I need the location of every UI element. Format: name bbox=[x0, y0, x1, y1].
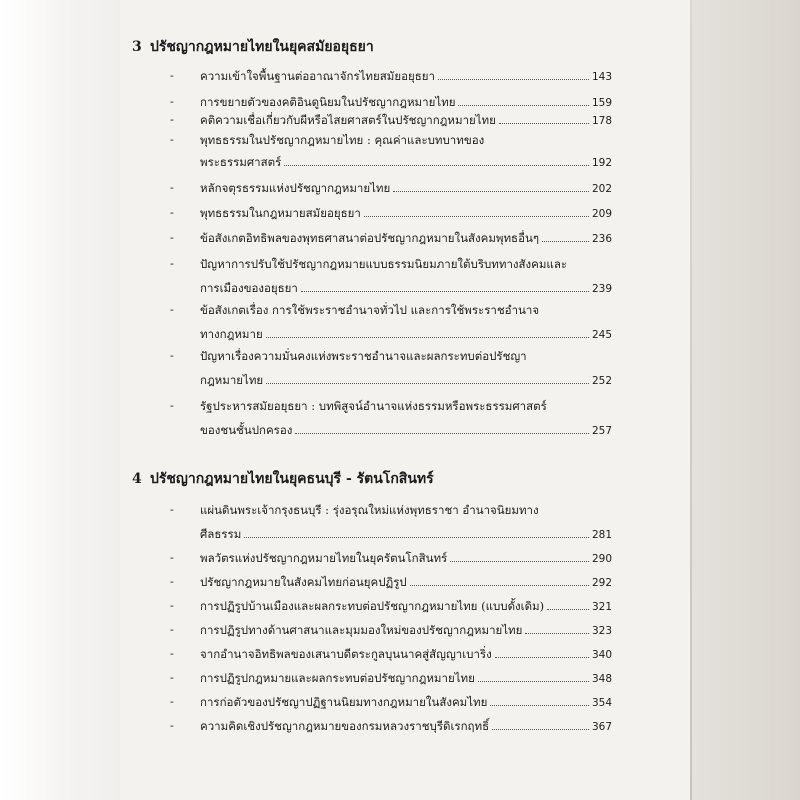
toc-entry[interactable] bbox=[170, 132, 612, 172]
leader-dots bbox=[525, 632, 589, 634]
entry-page: 143 bbox=[591, 71, 612, 83]
entry-page: 292 bbox=[591, 577, 612, 589]
toc-entry[interactable] bbox=[170, 718, 612, 736]
leader-dots bbox=[266, 336, 589, 338]
bullet-dash: - bbox=[170, 256, 174, 270]
adjacent-page bbox=[692, 0, 800, 800]
entry-title: จากอำนาจอิทธิพลของเสนาบดีตระกูลบุนนาคสู่สัญญาเบาริ่ง bbox=[200, 647, 492, 661]
bullet-dash: - bbox=[170, 598, 174, 612]
bullet-dash: - bbox=[170, 230, 174, 244]
bullet-dash: - bbox=[170, 718, 174, 732]
leader-dots bbox=[266, 382, 589, 384]
bullet-dash: - bbox=[170, 205, 174, 219]
entry-page: 159 bbox=[591, 97, 612, 109]
entry-title-continued: ศีลธรรม bbox=[200, 527, 242, 541]
leader-dots bbox=[450, 560, 589, 562]
entry-page: 321 bbox=[591, 601, 612, 613]
toc-entry[interactable] bbox=[170, 230, 612, 248]
toc-entry[interactable] bbox=[170, 302, 612, 342]
leader-dots bbox=[301, 290, 589, 292]
toc-entry[interactable] bbox=[170, 398, 612, 438]
entry-page: 178 bbox=[591, 115, 612, 127]
leader-dots bbox=[458, 104, 589, 106]
entry-page: 202 bbox=[591, 183, 612, 195]
chapter-4-heading bbox=[132, 468, 434, 490]
leader-dots bbox=[393, 190, 589, 192]
toc-entry[interactable] bbox=[170, 574, 612, 592]
entry-page: 367 bbox=[591, 721, 612, 733]
toc-entry[interactable] bbox=[170, 68, 612, 86]
chapter-title: ปรัชญากฎหมายไทยในยุคธนบุรี - รัตนโกสินทร์ bbox=[150, 471, 434, 487]
bullet-dash: - bbox=[170, 94, 174, 108]
entry-title-continued: ทางกฎหมาย bbox=[200, 327, 263, 341]
entry-title: การปฏิรูปกฎหมายและผลกระทบต่อปรัชญากฎหมายไทย bbox=[200, 671, 475, 685]
toc-entry[interactable] bbox=[170, 622, 612, 640]
toc-entry[interactable] bbox=[170, 348, 612, 388]
toc-entry[interactable] bbox=[170, 694, 612, 712]
entry-page: 340 bbox=[591, 649, 612, 661]
entry-title: ความคิดเชิงปรัชญากฎหมายของกรมหลวงราชบุรีดิเรกฤทธิ์ bbox=[200, 719, 490, 733]
entry-title-continued: พระธรรมศาสตร์ bbox=[200, 155, 282, 169]
entry-page: 209 bbox=[591, 208, 612, 220]
entry-title: พุทธธรรมในกฎหมายสมัยอยุธยา bbox=[200, 206, 361, 220]
entry-page: 192 bbox=[591, 157, 612, 169]
chapter-number: 3 bbox=[132, 39, 142, 55]
entry-title: การขยายตัวของคติอินดูนิยมในปรัชญากฎหมายไทย bbox=[200, 95, 456, 109]
bullet-dash: - bbox=[170, 112, 174, 126]
leader-dots bbox=[284, 164, 589, 166]
toc-entry[interactable] bbox=[170, 180, 612, 198]
bullet-dash: - bbox=[170, 646, 174, 660]
entry-title: ปัญหาการปรับใช้ปรัชญากฎหมายแบบธรรมนิยมภายใต้บริบททางสังคมและ bbox=[200, 257, 568, 271]
leader-dots bbox=[499, 122, 589, 124]
entry-title: การปฏิรูปบ้านเมืองและผลกระทบต่อปรัชญากฎหมายไทย (แบบดั้งเดิม) bbox=[200, 599, 545, 613]
entry-page: 257 bbox=[591, 425, 612, 437]
toc-entry[interactable] bbox=[170, 256, 612, 296]
bullet-dash: - bbox=[170, 132, 174, 146]
entry-title-continued: การเมืองของอยุธยา bbox=[200, 281, 298, 295]
entry-page: 252 bbox=[591, 375, 612, 387]
toc-entry[interactable] bbox=[170, 205, 612, 223]
entry-title: คติความเชื่อเกี่ยวกับผีหรือไสยศาสตร์ในปรัชญากฎหมายไทย bbox=[200, 113, 496, 127]
entry-page: 239 bbox=[591, 283, 612, 295]
leader-dots bbox=[364, 215, 589, 217]
page-edge bbox=[690, 0, 692, 800]
entry-title: การปฏิรูปทางด้านศาสนาและมุมมองใหม่ของปรัชญากฎหมายไทย bbox=[200, 623, 523, 637]
toc-entry[interactable] bbox=[170, 550, 612, 568]
leader-dots bbox=[244, 536, 589, 538]
leader-dots bbox=[410, 584, 589, 586]
entry-title: หลักจตุรธรรมแห่งปรัชญากฎหมายไทย bbox=[200, 181, 391, 195]
bullet-dash: - bbox=[170, 348, 174, 362]
entry-title: ปรัชญากฎหมายในสังคมไทยก่อนยุคปฏิรูป bbox=[200, 575, 407, 589]
toc-entry[interactable] bbox=[170, 598, 612, 616]
entry-page: 245 bbox=[591, 329, 612, 341]
entry-title: ข้อสังเกตอิทธิพลของพุทธศาสนาต่อปรัชญากฎหมายในสังคมพุทธอื่นๆ bbox=[200, 231, 540, 245]
leader-dots bbox=[490, 704, 589, 706]
leader-dots bbox=[495, 656, 589, 658]
bullet-dash: - bbox=[170, 398, 174, 412]
bullet-dash: - bbox=[170, 622, 174, 636]
bullet-dash: - bbox=[170, 694, 174, 708]
toc-entry[interactable] bbox=[170, 112, 612, 130]
entry-page: 290 bbox=[591, 553, 612, 565]
bullet-dash: - bbox=[170, 180, 174, 194]
entry-title: แผ่นดินพระเจ้ากรุงธนบุรี : รุ่งอรุณใหม่แห่งพุทธราชา อำนาจนิยมทาง bbox=[200, 503, 539, 517]
entry-title: รัฐประหารสมัยอยุธยา : บทพิสูจน์อำนาจแห่งธรรมหรือพระธรรมศาสตร์ bbox=[200, 399, 547, 413]
chapter-3-heading bbox=[132, 36, 374, 58]
entry-title: พลวัตรแห่งปรัชญากฎหมายไทยในยุครัตนโกสินทร์ bbox=[200, 551, 448, 565]
entry-title: ความเข้าใจพื้นฐานต่ออาณาจักรไทยสมัยอยุธยา bbox=[200, 69, 435, 83]
bullet-dash: - bbox=[170, 68, 174, 82]
entry-page: 348 bbox=[591, 673, 612, 685]
entry-page: 323 bbox=[591, 625, 612, 637]
leader-dots bbox=[542, 240, 589, 242]
bullet-dash: - bbox=[170, 574, 174, 588]
bullet-dash: - bbox=[170, 302, 174, 316]
leader-dots bbox=[295, 432, 589, 434]
chapter-title: ปรัชญากฎหมายไทยในยุคสมัยอยุธยา bbox=[150, 39, 374, 55]
entry-page: 236 bbox=[591, 233, 612, 245]
toc-entry[interactable] bbox=[170, 670, 612, 688]
bullet-dash: - bbox=[170, 502, 174, 516]
leader-dots bbox=[547, 608, 589, 610]
entry-title-continued: ของชนชั้นปกครอง bbox=[200, 423, 293, 437]
entry-page: 354 bbox=[591, 697, 612, 709]
bullet-dash: - bbox=[170, 670, 174, 684]
leader-dots bbox=[492, 728, 589, 730]
entry-title: การก่อตัวของปรัชญาปฏิฐานนิยมทางกฎหมายในสังคมไทย bbox=[200, 695, 488, 709]
toc-entry[interactable] bbox=[170, 502, 612, 542]
leader-dots bbox=[438, 78, 589, 80]
entry-title: พุทธธรรมในปรัชญากฎหมายไทย : คุณค่าและบทบาทของ bbox=[200, 133, 485, 147]
toc-entry[interactable] bbox=[170, 646, 612, 664]
leader-dots bbox=[478, 680, 589, 682]
chapter-number: 4 bbox=[132, 471, 142, 487]
entry-title: ปัญหาเรื่องความมั่นคงแห่งพระราชอำนาจและผลกระทบต่อปรัชญา bbox=[200, 349, 527, 363]
entry-title-continued: กฎหมายไทย bbox=[200, 373, 264, 387]
entry-title: ข้อสังเกตเรื่อง การใช้พระราชอำนาจทั่วไป และการใช้พระราชอำนาจ bbox=[200, 303, 540, 317]
entry-page: 281 bbox=[591, 529, 612, 541]
bullet-dash: - bbox=[170, 550, 174, 564]
toc-entry[interactable] bbox=[170, 94, 612, 112]
